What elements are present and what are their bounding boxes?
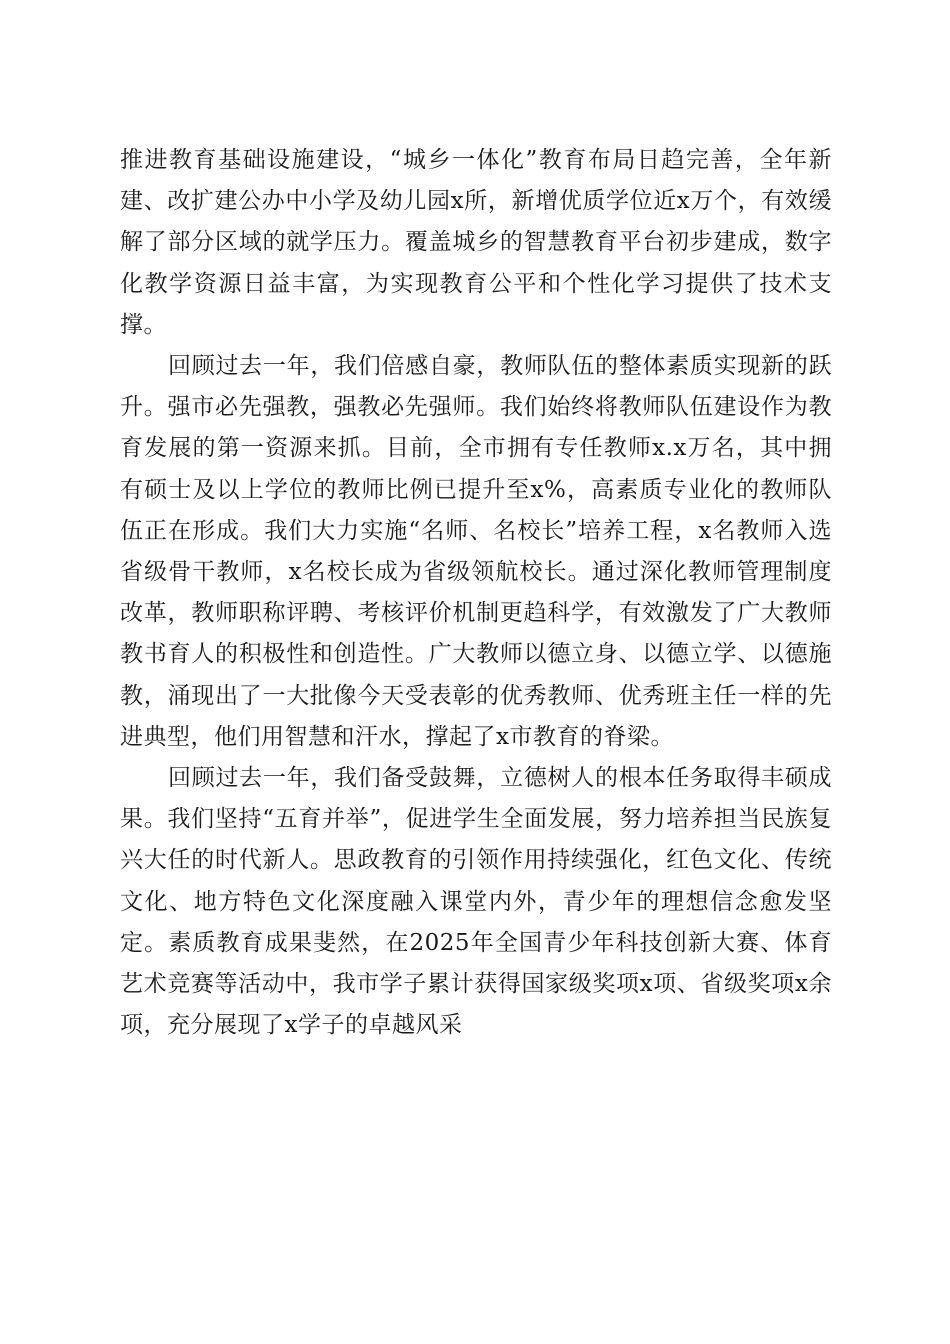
paragraph-students: 回顾过去一年，我们备受鼓舞，立德树人的根本任务取得丰硕成果。我们坚持“五育并举”，促进学生全面发展，努力培养担当民族复兴大任的时代新人。思政教育的引领作用持续强化，红色文化、传统文化、地方特色文化深度融入课堂内外，青少年的理想信念愈发坚定。素质教育成果斐然，在2025年全国青少年科技创新大赛、体育艺术竞赛等活动中，我市学子累计获得国家级奖项x项、省级奖项x余项，充分展现了x学子的卓越风采 <box>120 765 832 1039</box>
paragraph-teachers: 回顾过去一年，我们倍感自豪，教师队伍的整体素质实现新的跃升。强市必先强教，强教必先强师。我们始终将教师队伍建设作为教育发展的第一资源来抓。目前，全市拥有专任教师x.x万名，其中拥有硕士及以上学位的教师比例已提升至x%，高素质专业化的教师队伍正在形成。我们大力实施“名师、名校长”培养工程，x名教师入选省级骨干教师，x名校长成为省级领航校长。通过深化教师管理制度改革，教师职称评聘、考核评价机制更趋科学，有效激发了广大教师教书育人的积极性和创造性。广大教师以德立身、以德立学、以德施教，涌现出了一大批像今天受表彰的优秀教师、优秀班主任一样的先进典型，他们用智慧和汗水，撑起了x市教育的脊梁。 <box>120 353 832 750</box>
paragraph-infrastructure: 推进教育基础设施建设，“城乡一体化”教育布局日趋完善，全年新建、改扩建公办中小学及幼儿园x所，新增优质学位近x万个，有效缓解了部分区域的就学压力。覆盖城乡的智慧教育平台初步建成，数字化教学资源日益丰富，为实现教育公平和个性化学习提供了技术支撑。 <box>120 147 832 338</box>
document-body <box>120 140 832 1046</box>
